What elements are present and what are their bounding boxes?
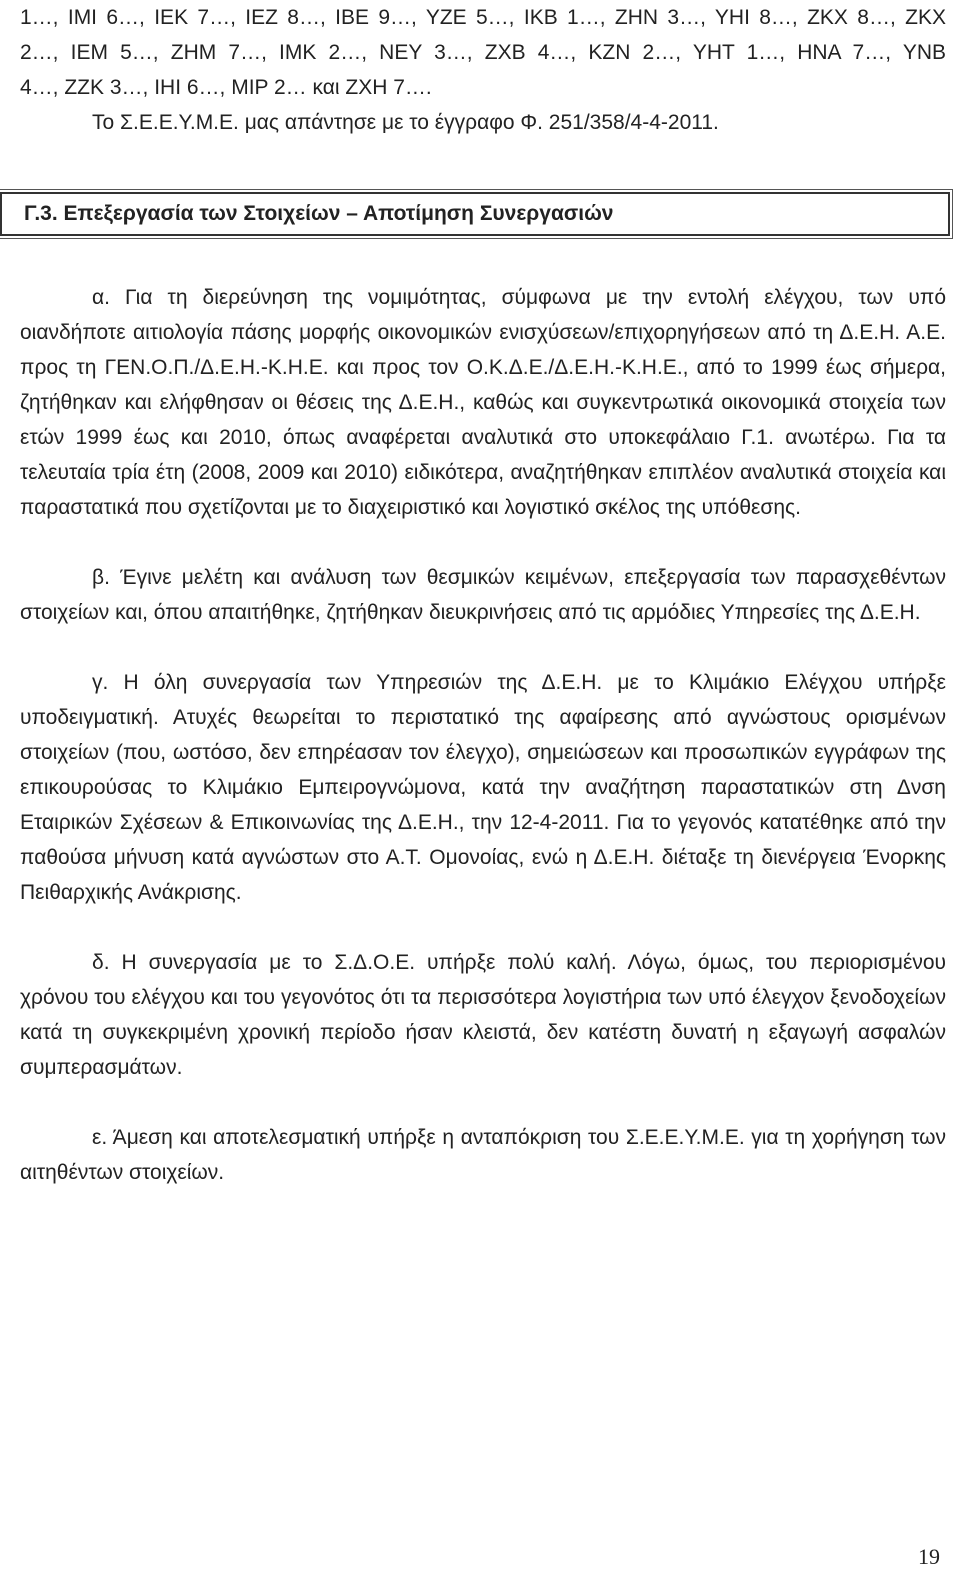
intro-reply: Το Σ.Ε.Ε.Υ.Μ.Ε. μας απάντησε με το έγγραφο Φ. 251/358/4-4-2011. <box>92 111 719 134</box>
intro-line-1: 1…, ΙΜΙ 6…, ΙΕΚ 7…, ΙΕΖ 8…, ΙΒΕ 9…, ΥΖΕ 5…, ΙΚΒ 1…, ΖΗΝ 3…, ΥΗΙ 8…, ΖΚΧ 8…, ΖΚΧ <box>20 6 946 29</box>
paragraph-alpha: α. Για τη διερεύνηση της νομιμότητας, σύμφωνα με την εντολή ελέγχου, των υπό οιανδήποτε αιτιολογία πάσης μορφής οικονομικών ενισχύσεων/επιχορηγήσεων από τη Δ.Ε.Η. Α.Ε. προς τη ΓΕΝ.Ο.Π./Δ.Ε.Η.-Κ.Η.Ε. και προς τον Ο.Κ.Δ.Ε./Δ.Ε.Η.-Κ.Η.Ε., από το 1999 έως σήμερα, ζητήθηκαν και ελήφθησαν οι θέσεις της Δ.Ε.Η., καθώς και συγκεντρωτικά οικονομικά στοιχεία των ετών 1999 έως και 2010, όπως αναφέρεται αναλυτικά στο υποκεφάλαιο Γ.1. ανωτέρω. Για τα τελευταία τρία έτη (2008, 2009 και 2010) ειδικότερα, αναζητήθηκαν επιπλέον αναλυτικά στοιχεία και παραστατικά που σχετίζονται με το διαχειριστικό και λογιστικό σκέλος της υπόθεσης. <box>20 286 946 519</box>
paragraph-delta: δ. Η συνεργασία με το Σ.Δ.Ο.Ε. υπήρξε πολύ καλή. Λόγω, όμως, του περιορισμένου χρόνου του ελέγχου και του γεγονότος ότι τα περισσότερα λογιστήρια των υπό έλεγχον ξενοδοχείων κατά τη συγκεκριμένη χρονική περίοδο ήσαν κλειστά, δεν κατέστη δυνατή η εξαγωγή ασφαλών συμπερασμάτων. <box>20 951 946 1079</box>
paragraph-beta: β. Έγινε μελέτη και ανάλυση των θεσμικών κειμένων, επεξεργασία των παρασχεθέντων στοιχείων και, όπου απαιτήθηκε, ζητήθηκαν διευκρινήσεις από τις αρμόδιες Υπηρεσίες της Δ.Ε.Η. <box>20 566 946 624</box>
document-page <box>20 0 946 1190</box>
intro-code-list <box>20 0 946 105</box>
section-heading: Γ.3. Επεξεργασία των Στοιχείων – Αποτίμηση Συνεργασιών <box>24 202 614 225</box>
page-number: 19 <box>918 1544 940 1569</box>
intro-line-2: 2…, ΙΕΜ 5…, ΖΗΜ 7…, ΙΜΚ 2…, ΝΕΥ 3…, ΖΧΒ 4…, ΚΖΝ 2…, ΥΗΤ 1…, ΗΝΑ 7…, ΥΝΒ <box>20 41 946 64</box>
paragraph-gamma: γ. Η όλη συνεργασία των Υπηρεσιών της Δ.Ε.Η. με το Κλιμάκιο Ελέγχου υπήρξε υποδειγματική. Ατυχές θεωρείται το περιστατικό της αφαίρεσης από αγνώστους ορισμένων στοιχείων (που, ωστόσο, δεν επηρέασαν τον έλεγχο), σημειώσεων και προσωπικών εγγράφων της επικουρούσας το Κλιμάκιο Εμπειρογνώμονα, κατά την αναζήτηση παραστατικών στη Δνση Εταιρικών Σχέσεων & Επικοινωνίας της Δ.Ε.Η., την 12-4-2011. Για το γεγονός κατατέθηκε από την παθούσα μήνυση κατά αγνώστων στο Α.Τ. Ομονοίας, ενώ η Δ.Ε.Η. διέταξε τη διενέργεια Ένορκης Πειθαρχικής Ανάκρισης. <box>20 671 946 904</box>
section-heading-box <box>0 192 950 236</box>
paragraph-epsilon: ε. Άμεση και αποτελεσματική υπήρξε η ανταπόκριση του Σ.Ε.Ε.Υ.Μ.Ε. για τη χορήγηση των αιτηθέντων στοιχείων. <box>20 1126 946 1184</box>
intro-line-3: 4…, ΖΖΚ 3…, ΙΗΙ 6…, ΜΙΡ 2… και ΖΧΗ 7…. <box>20 76 432 99</box>
